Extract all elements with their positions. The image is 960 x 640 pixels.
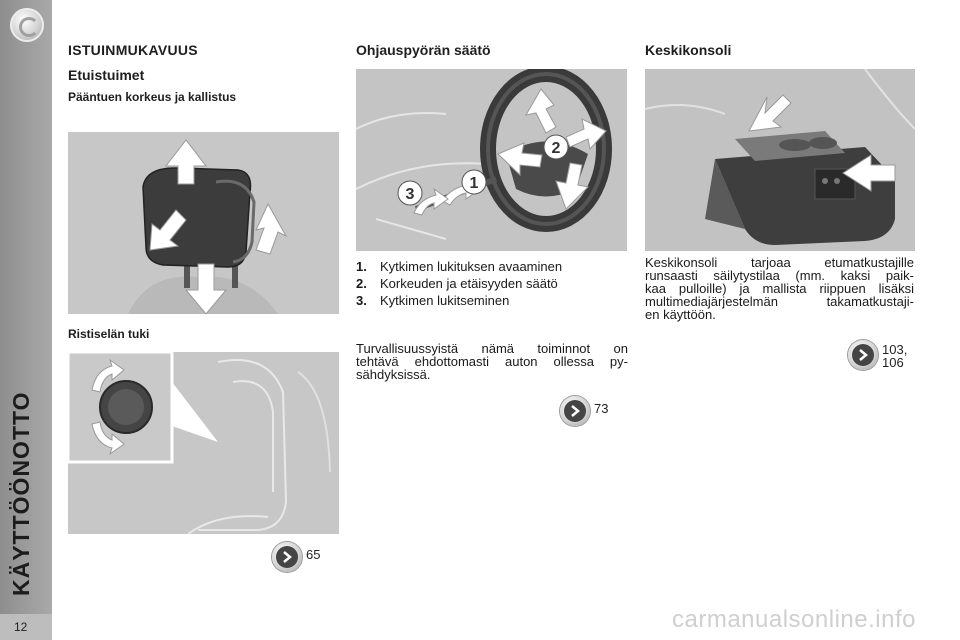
- reference-page: 65: [306, 547, 321, 562]
- subheading: Etuistuimet: [68, 67, 145, 83]
- reference-arrow-icon: [848, 340, 878, 370]
- reference-link-65[interactable]: [272, 542, 320, 572]
- safety-note: Turvallisuussyistä nämä toiminnot on tehtävä ehdottomasti auton ollessa py- sähdyksissä.: [356, 341, 628, 382]
- reference-link-103-106[interactable]: [848, 340, 907, 370]
- console-heading: Keskikonsoli: [645, 42, 732, 58]
- headrest-illustration: [68, 132, 339, 314]
- chapter-title: KÄYTTÖÖNOTTO: [8, 391, 34, 596]
- headrest-drawing: [68, 132, 339, 314]
- list-item: 2. Korkeuden ja etäisyyden säätö: [356, 276, 558, 291]
- lumbar-illustration: [68, 352, 339, 534]
- seat-drawing: [68, 352, 339, 534]
- reference-page: 73: [594, 401, 609, 416]
- watermark-text: carmanualsonline.info: [672, 606, 916, 633]
- reference-arrow-icon: [272, 542, 302, 572]
- console-drawing: [645, 69, 915, 251]
- lumbar-title: Ristiselän tuki: [68, 327, 150, 341]
- console-description: Keskikonsoli tarjoaa etumatkustajille runsaasti säilytystilaa (mm. kaksi paik- kaa pulloille) ja mallista riippuen lisäksi multimediajärjestelmän takamatkustaji- en käyttöön.: [645, 255, 914, 322]
- callout-1: 1: [469, 175, 479, 192]
- section-heading: ISTUINMUKAVUUS: [68, 42, 198, 58]
- list-item: 3. Kytkimen lukitseminen: [356, 293, 510, 308]
- headrest-title: Pääntuen korkeus ja kallistus: [68, 90, 237, 104]
- callout-2: 2: [551, 140, 561, 157]
- steering-heading: Ohjauspyörän säätö: [356, 42, 491, 58]
- callout-3: 3: [405, 186, 415, 203]
- steering-steps: [356, 258, 632, 309]
- steering-wheel-illustration: [356, 69, 627, 251]
- page-number: 12: [14, 620, 28, 634]
- reference-link-73[interactable]: [560, 396, 608, 426]
- reference-pages: 103, 106: [882, 342, 908, 370]
- list-item: 1. Kytkimen lukituksen avaaminen: [356, 259, 563, 274]
- console-illustration: [645, 69, 915, 251]
- steering-drawing: [356, 69, 627, 251]
- reference-arrow-icon: [560, 396, 590, 426]
- logo-icon: [10, 8, 44, 42]
